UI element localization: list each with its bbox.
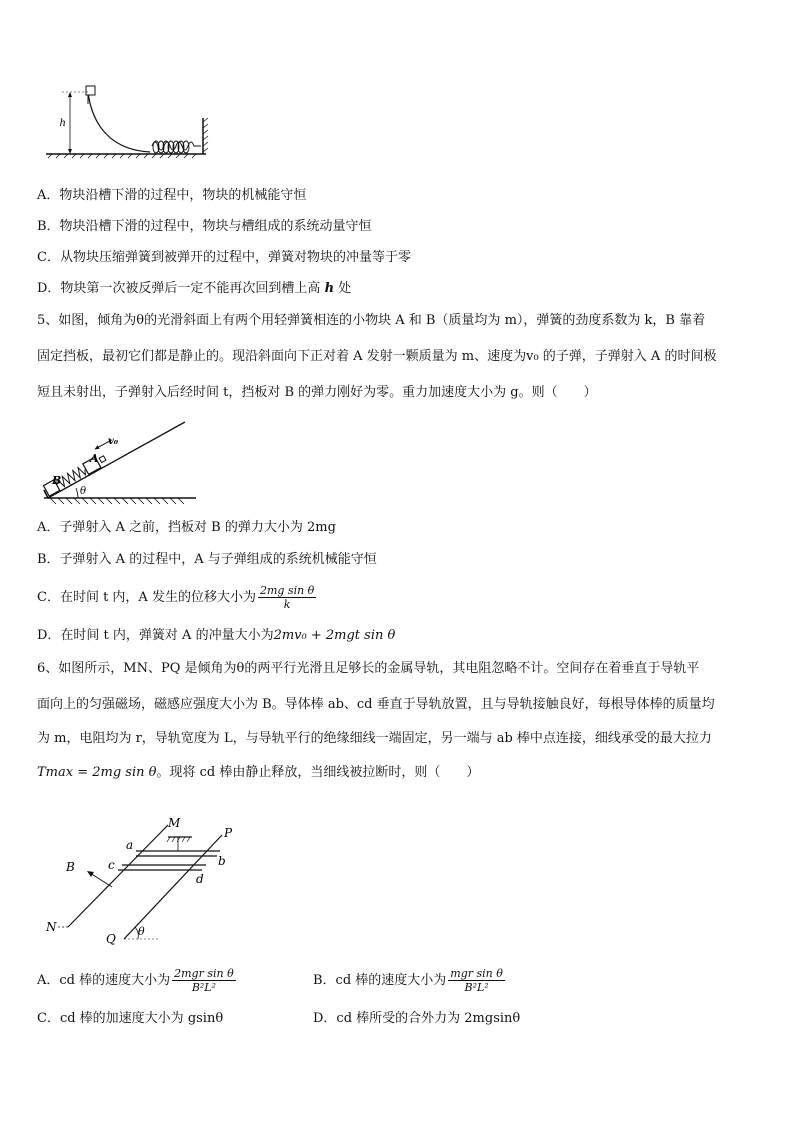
q6-option-b-den: B²L² <box>464 981 489 994</box>
q5-label-b: B <box>52 474 62 487</box>
q6-stem-line4-rest: 。现将 cd 棒由静止释放，当细线被拉断时，则（ ） <box>156 765 480 780</box>
q6-stem-line1: 6、如图所示，MN、PQ 是倾角为θ的两平行光滑且足够长的金属导轨，其电阻忽略不计。空间存在着垂直于导轨平 <box>37 661 700 676</box>
q5-stem-line2: 固定挡板，最初它们都是静止的。现沿斜面向下正对着 A 发射一颗质量为 m、速度为v₀ 的子弹，子弹射入 A 的时间极 <box>37 349 717 364</box>
q4-option-b: B．物块沿槽下滑的过程中，物块与槽组成的系统动量守恒 <box>37 219 372 234</box>
q6-option-b <box>313 966 507 996</box>
q5-label-a: A <box>90 452 99 465</box>
q5-option-c-prefix: C．在时间 t 内，A 发生的位移大小为 <box>37 590 256 605</box>
q5-stem-line3: 短且未射出，子弹射入后经时间 t，挡板对 B 的弹力刚好为零。重力加速度大小为 g。则（ ） <box>37 385 597 400</box>
q5-option-b: B．子弹射入 A 的过程中，A 与子弹组成的系统机械能守恒 <box>37 552 377 567</box>
q6-label-n: N <box>46 920 57 934</box>
q6-stem-line2: 面向上的匀强磁场，磁感应强度大小为 B。导体棒 ab、cd 垂直于导轨放置，且与导轨接触良好，每根导体棒的质量均 <box>37 697 715 712</box>
q5-figure <box>40 418 200 508</box>
q5-option-d <box>37 627 395 645</box>
q5-label-theta: θ <box>80 486 87 497</box>
q4-option-d-prefix: D．物块第一次被反弹后一定不能再次回到槽上高 <box>37 281 325 296</box>
q5-option-d-expr: 2mv₀ + 2mgt sin θ <box>273 628 396 643</box>
q6-label-field-b: B <box>66 860 75 874</box>
q5-option-c-fraction <box>258 584 316 611</box>
q6-label-q: Q <box>106 932 116 946</box>
q6-label-c: c <box>108 858 115 872</box>
q6-label-b: b <box>218 854 226 868</box>
q6-stem-line4 <box>37 764 479 782</box>
q6-stem-line3: 为 m，电阻均为 r，导轨宽度为 L，与导轨平行的绝缘细线一端固定，另一端与 ab 棒中点连接，细线承受的最大拉力 <box>37 731 712 746</box>
q4-h-label: h <box>59 118 66 129</box>
q6-label-d: d <box>196 872 204 886</box>
q4-figure <box>40 84 212 160</box>
q6-option-a-den: B²L² <box>191 981 217 994</box>
q6-tmax-expr: Tmax = 2mg sin θ <box>37 765 157 780</box>
q4-option-d <box>37 280 351 298</box>
q6-option-b-num: mgr sin θ <box>450 967 503 980</box>
q6-option-a-fraction <box>172 967 236 994</box>
q6-option-b-fraction <box>448 967 505 994</box>
q5-option-c-num: 2mg sin θ <box>259 584 315 597</box>
q6-label-a: a <box>126 838 134 852</box>
q4-option-c: C．从物块压缩弹簧到被弹开的过程中，弹簧对物块的冲量等于零 <box>37 250 411 265</box>
q5-option-c <box>37 583 318 613</box>
q6-option-c: C．cd 棒的加速度大小为 gsinθ <box>37 1011 224 1026</box>
q6-label-theta: θ <box>138 925 145 938</box>
q6-label-p: P <box>224 826 233 840</box>
q4-option-d-var: h <box>324 281 335 296</box>
q5-option-a: A．子弹射入 A 之前，挡板对 B 的弹力大小为 2mg <box>37 520 336 535</box>
q5-option-c-den: k <box>283 598 291 611</box>
q6-option-a-prefix: A．cd 棒的速度大小为 <box>37 973 171 988</box>
q5-label-v0: v₀ <box>108 436 119 447</box>
q6-option-b-prefix: B．cd 棒的速度大小为 <box>313 973 447 988</box>
q5-option-d-prefix: D．在时间 t 内，弹簧对 A 的冲量大小为 <box>37 628 274 643</box>
q6-label-m: M <box>168 816 181 830</box>
q6-option-d: D．cd 棒所受的合外力为 2mgsinθ <box>313 1011 521 1026</box>
q5-stem-line1: 5、如图，倾角为θ的光滑斜面上有两个用轻弹簧相连的小物块 A 和 B（质量均为 m），弹簧的劲度系数为 k，B 靠着 <box>37 313 706 328</box>
q4-option-d-suffix: 处 <box>334 281 352 296</box>
q6-figure <box>40 815 240 955</box>
q6-option-a <box>37 966 238 996</box>
q4-option-a: A．物块沿槽下滑的过程中，物块的机械能守恒 <box>37 188 307 203</box>
q6-option-a-num: 2mgr sin θ <box>174 967 234 980</box>
